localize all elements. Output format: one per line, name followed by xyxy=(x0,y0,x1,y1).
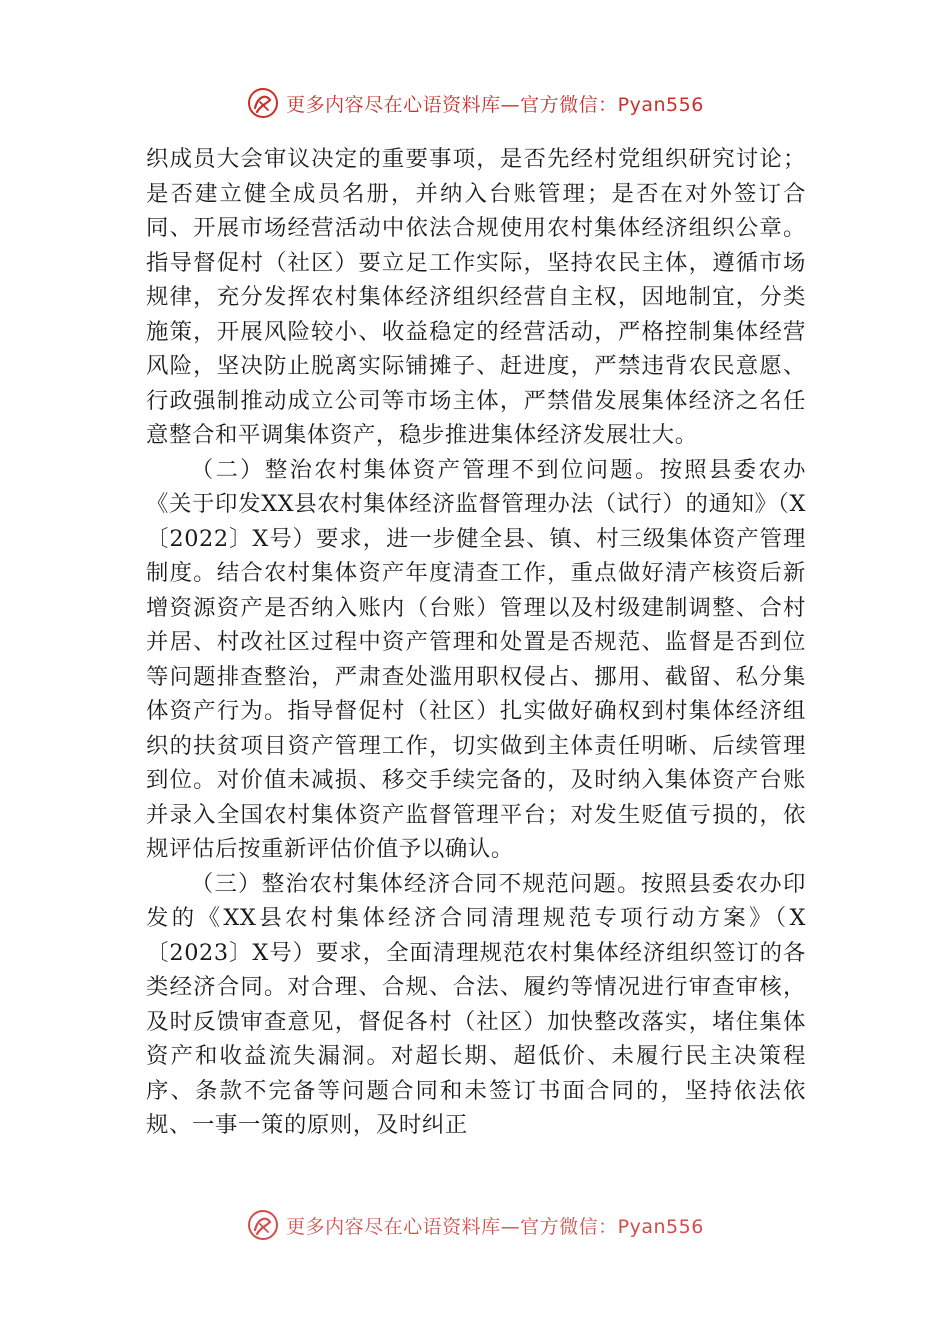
header-watermark xyxy=(0,86,950,120)
footer-watermark xyxy=(0,1208,950,1242)
watermark-text: 更多内容尽在心语资料库—官方微信：Pyan556 xyxy=(286,93,704,116)
document-body xyxy=(146,142,806,1143)
paragraph-continuation: 织成员大会审议决定的重要事项，是否先经村党组织研究讨论；是否建立健全成员名册，并纳入台账管理；是否在对外签订合同、开展市场经营活动中依法合规使用农村集体经济组织公章。指导督促村（社区）要立足工作实际，坚持农民主体，遵循市场规律，充分发挥农村集体经济组织经营自主权，因地制宜，分类施策，开展风险较小、收益稳定的经营活动，严格控制集体经营风险，坚决防止脱离实际铺摊子、赶进度，严禁违背农民意愿、行政强制推动成立公司等市场主体，严禁借发展集体经济之名任意整合和平调集体资产，稳步推进集体经济发展壮大。 xyxy=(146,146,806,448)
paragraph-section-3: （三）整治农村集体经济合同不规范问题。按照县委农办印发的《XX县农村集体经济合同清理规范专项行动方案》（X〔2023〕X号）要求，全面清理规范农村集体经济组织签订的各类经济合同。对合理、合规、合法、履约等情况进行审查审核，及时反馈审查意见，督促各村（社区）加快整改落实，堵住集体资产和收益流失漏洞。对超长期、超低价、未履行民主决策程序、条款不完备等问题合同和未签订书面合同的，坚持依法依规、一事一策的原则，及时纠正 xyxy=(146,870,806,1138)
paragraph-section-2: （二）整治农村集体资产管理不到位问题。按照县委农办《关于印发XX县农村集体经济监督管理办法（试行）的通知》（X〔2022〕X号）要求，进一步健全县、镇、村三级集体资产管理制度。结合农村集体资产年度清查工作，重点做好清产核资后新增资源资产是否纳入账内（台账）管理以及村级建制调整、合村并居、村改社区过程中资产管理和处置是否规范、监督是否到位等问题排查整治，严肃查处滥用职权侵占、挪用、截留、私分集体资产行为。指导督促村（社区）扎实做好确权到村集体经济组织的扶贫项目资产管理工作，切实做到主体责任明晰、后续管理到位。对价值未减损、移交手续完备的，及时纳入集体资产台账并录入全国农村集体资产监督管理平台；对发生贬值亏损的，依规评估后按重新评估价值予以确认。 xyxy=(146,456,806,862)
signature-seal-icon xyxy=(246,86,280,120)
watermark-text: 更多内容尽在心语资料库—官方微信：Pyan556 xyxy=(286,1215,704,1238)
signature-seal-icon xyxy=(246,1208,280,1242)
